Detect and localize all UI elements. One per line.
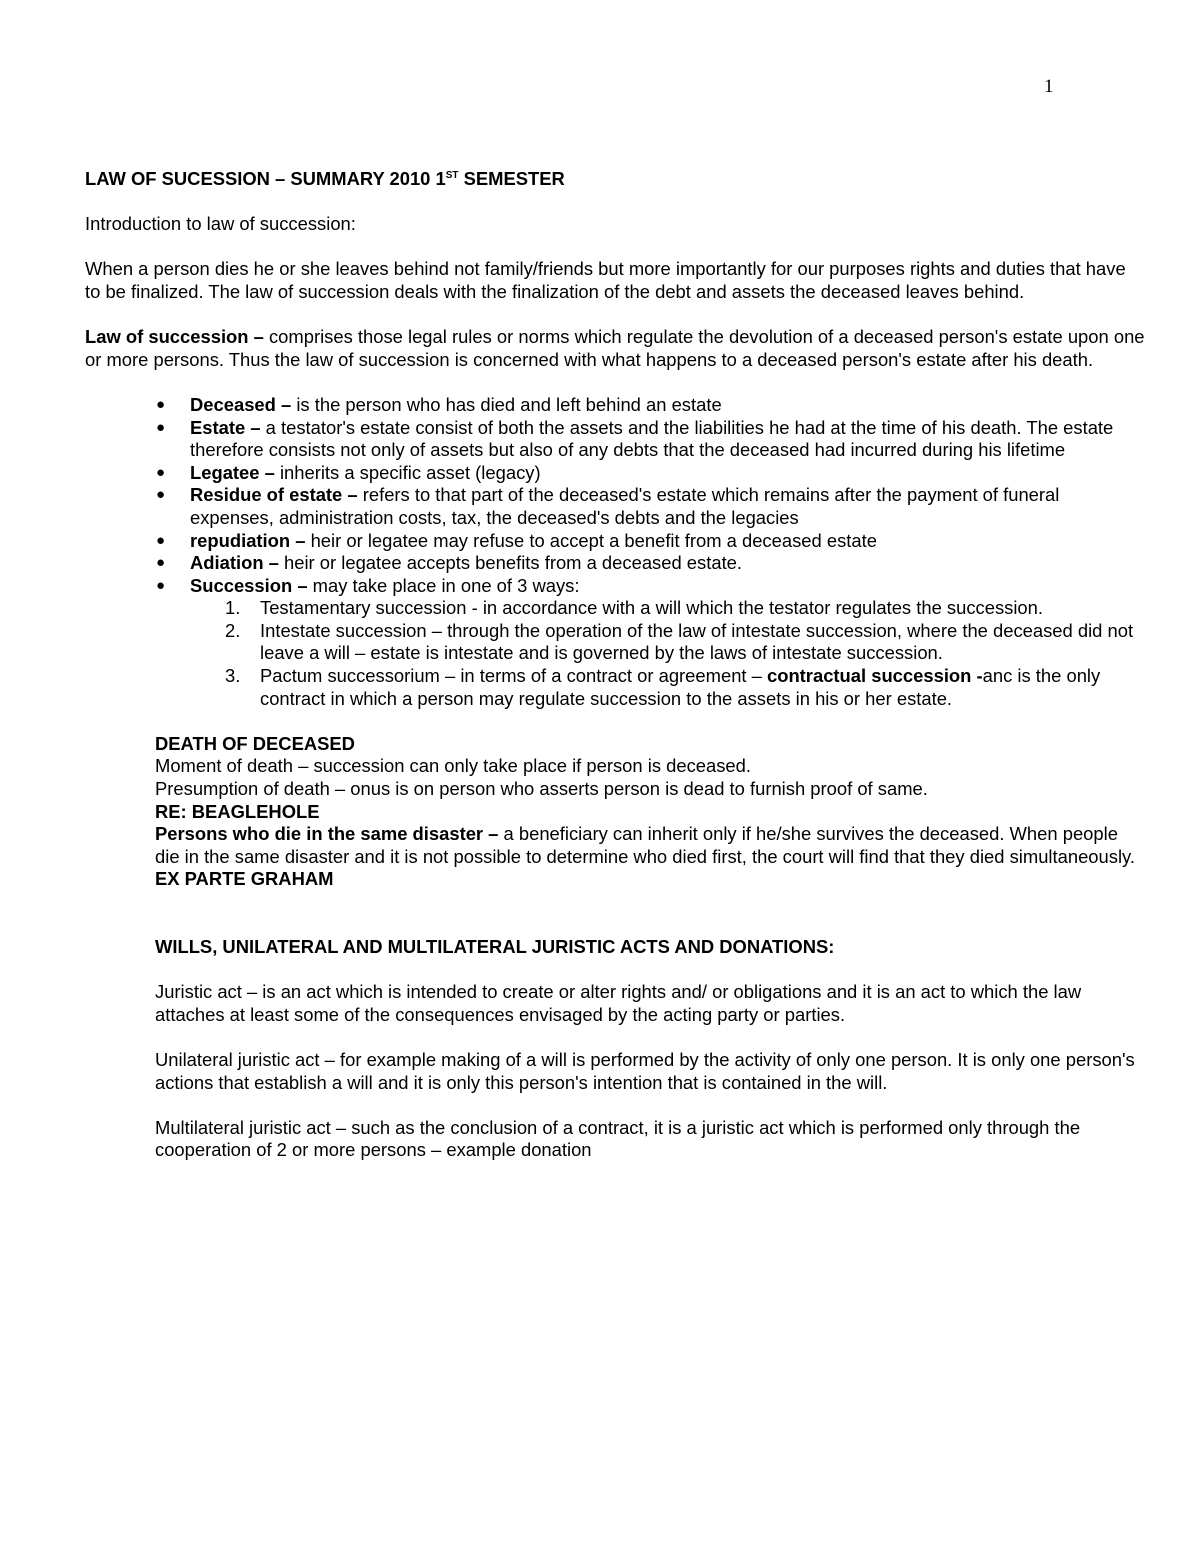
definition-item: [156, 552, 1145, 575]
definition-term: Estate –: [190, 416, 261, 438]
wills-heading-text: WILLS, UNILATERAL AND MULTILATERAL JURISTIC ACTS AND DONATIONS:: [155, 936, 835, 957]
succession-way-item: [225, 597, 1145, 620]
bullet-icon: ●: [156, 463, 166, 481]
case-reference-text: EX PARTE GRAHAM: [155, 868, 334, 890]
succession-way-text: Testamentary succession - in accordance with a will which the testator regulates the succession.: [260, 597, 1043, 619]
definition-item: [156, 529, 1145, 553]
definition-term: repudiation –: [190, 529, 306, 551]
definition-term: Residue of estate –: [190, 484, 358, 506]
definition-item: [156, 574, 1145, 711]
death-heading-text: DEATH OF DECEASED: [155, 732, 355, 754]
title-superscript: ST: [445, 170, 459, 181]
definition-item: [156, 461, 1145, 485]
definition-text: may take place in one of 3 ways:: [307, 574, 580, 596]
death-heading: [155, 733, 1145, 756]
multilateral-paragraph: Multilateral juristic act – such as the conclusion of a contract, it is a juristic act which is performed only through the cooperation of 2 or more persons – example donation: [155, 1116, 1081, 1161]
succession-way-item: [225, 619, 1145, 665]
succession-way-text: anc is the only contract in which a person may regulate succession to the assets in his or her estate.: [260, 665, 1101, 709]
bullet-icon: ●: [156, 418, 166, 436]
death-section: [155, 733, 1145, 1162]
succession-way-item: [225, 665, 1145, 710]
moment-of-death: Moment of death – succession can only take place if person is deceased.: [155, 755, 751, 777]
definition-term: Succession –: [190, 574, 308, 596]
case-reference: [155, 801, 1145, 824]
law-of-succession-definition: [85, 326, 1145, 371]
list-number: 1.: [225, 597, 241, 619]
law-text: comprises those legal rules or norms which regulate the devolution of a deceased person's estate upon one or more persons. Thus the law of succession is concerned with what happens to a deceased person's estate after his death.: [85, 326, 1145, 370]
page-number: 1: [1044, 76, 1054, 97]
definition-item: [156, 393, 1145, 417]
definition-text: heir or legatee accepts benefits from a deceased estate.: [278, 552, 743, 574]
document-title: [85, 168, 1145, 191]
definition-item: [156, 416, 1145, 462]
definition-text: heir or legatee may refuse to accept a benefit from a deceased estate: [305, 529, 877, 551]
succession-way-text: Intestate succession – through the operation of the law of intestate succession, where the deceased did not leave a will – estate is intestate and is governed by the laws of intestate succession.: [260, 619, 1134, 664]
definition-term: Deceased –: [190, 393, 292, 415]
bullet-icon: ●: [156, 554, 166, 572]
juristic-act-paragraph: Juristic act – is an act which is intended to create or alter rights and/ or obligations and it is an act to which the law attaches at least some of the consequences envisaged by the acting party or parties.: [155, 981, 1082, 1025]
definition-text: is the person who has died and left behind an estate: [291, 393, 722, 415]
definition-item: [156, 484, 1145, 529]
succession-way-text: Pactum successorium – in terms of a contract or agreement –: [260, 665, 767, 687]
bullet-icon: ●: [156, 576, 166, 594]
list-number: 2.: [225, 619, 241, 641]
wills-heading: [155, 936, 1145, 959]
definitions-list: [85, 394, 1145, 710]
same-disaster-text: a beneficiary can inherit only if he/she survives the deceased. When people die in the same disaster and it is not possible to determine who died first, the court will find that they died simultaneously.: [155, 823, 1135, 867]
bullet-icon: ●: [156, 395, 166, 413]
title-main: LAW OF SUCESSION – SUMMARY 2010 1: [85, 168, 446, 189]
definition-term: Legatee –: [190, 461, 275, 483]
definition-text: refers to that part of the deceased's estate which remains after the payment of funeral expenses, administration costs, tax, the deceased's debts and the legacies: [190, 484, 1060, 528]
title-rest: SEMESTER: [458, 168, 565, 189]
succession-way-bold: contractual succession -: [766, 665, 983, 687]
bullet-icon: ●: [156, 531, 166, 549]
intro-heading: Introduction to law of succession:: [85, 213, 356, 235]
document-body: [85, 168, 1145, 1162]
succession-ways-list: [190, 597, 1145, 710]
definition-text: inherits a specific asset (legacy): [274, 461, 541, 483]
definition-text: a testator's estate consist of both the assets and the liabilities he had at the time of his death. The estate therefore consists not only of assets but also of any debts that the deceased had incurred during his lifetime: [190, 416, 1114, 461]
bullet-icon: ●: [156, 486, 166, 504]
list-number: 3.: [225, 665, 241, 687]
case-reference-text: RE: BEAGLEHOLE: [155, 800, 320, 822]
presumption-of-death: Presumption of death – onus is on person who asserts person is dead to furnish proof of same.: [155, 778, 928, 800]
intro-paragraph: When a person dies he or she leaves behind not family/friends but more importantly for our purposes rights and duties that have to be finalized. The law of succession deals with the finalization of the debt and assets the deceased leaves behind.: [85, 258, 1126, 302]
same-disaster-paragraph: [155, 823, 1145, 891]
unilateral-paragraph: Unilateral juristic act – for example making of a will is performed by the activity of only one person. It is only one person's actions that establish a will and it is only this person's intention that is contained in the will.: [155, 1048, 1135, 1093]
law-term: Law of succession –: [85, 326, 264, 348]
definition-term: Adiation –: [190, 552, 279, 574]
same-disaster-term: Persons who die in the same disaster –: [155, 823, 499, 845]
